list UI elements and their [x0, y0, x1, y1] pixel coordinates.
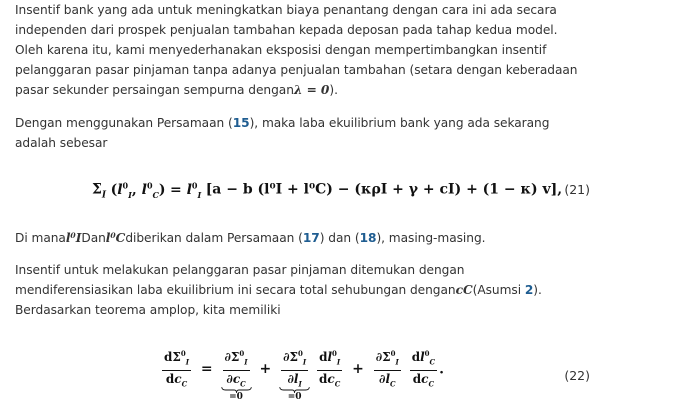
text-fragment: Di mana: [15, 231, 66, 245]
text-line: Berdasarkan teorema amplop, kita memiliki: [15, 303, 281, 317]
text-fragment: pasar sekunder persaingan sempurna dengan: [15, 83, 294, 97]
paragraph-2: [15, 113, 615, 153]
underbrace-term-1: $\frac{\partial\Sigma^0_I}{\partial c_C}$ =0: [221, 346, 252, 393]
assumption-link-2[interactable]: 2: [524, 283, 534, 297]
text-line: Insentif bank yang ada untuk meningkatkan biaya penantang dengan cara ini ada secara: [15, 3, 557, 17]
paragraph-1: [15, 0, 615, 100]
text-fragment: diberikan dalam Persamaan (: [125, 231, 303, 245]
cC-math: cC: [455, 283, 473, 297]
text-line: [15, 228, 615, 248]
underbrace-term-2: $\frac{\partial\Sigma^0_I}{\partial l_I}$ =0: [279, 346, 310, 393]
lambda-math: λ = 0: [293, 83, 330, 97]
text-line: Oleh karena itu, kami menyederhanakan eksposisi dengan mempertimbangkan insentif: [15, 43, 547, 57]
zero-label: =0: [287, 392, 302, 402]
zero-label: =0: [229, 392, 243, 402]
equation-21-rhs: [a − b (l⁰I + l⁰C) − (κρI + γ + cI) + (1 − κ) v],: [205, 181, 563, 198]
text-fragment: ) dan (: [319, 231, 360, 245]
equation-link-17[interactable]: 17: [302, 231, 320, 245]
text-line: [15, 80, 615, 100]
sigma-symbol: Σ: [92, 181, 102, 198]
equation-22-body: $\frac{d\Sigma^0_I}{dc_C}$ = $\frac{\partial\Sigma^0_I}{\partial c_C}$ =0 + $\frac{\partial\Sigma^0_I}{\partial l_I}$ =0 $\frac{dl^0_I}{dc_C}$ + $\frac{\partial\Sigma^0_I}{\partial l_C}$ $\frac{dl^0_C}{dc_C}$ .: [160, 346, 444, 393]
text-line: [15, 280, 615, 300]
fraction-dSigma-dlC: $\frac{\partial\Sigma^0_I}{\partial l_C}$: [374, 346, 401, 393]
text-fragment: mendiferensiasikan laba ekuilibrium ini secara total sehubungan dengan: [15, 283, 456, 297]
fraction-dlC-dcC: $\frac{dl^0_C}{dc_C}$: [410, 346, 437, 393]
text-fragment: ), maka laba ekuilibrium bank yang ada sekarang: [249, 116, 550, 130]
l0C-math: l⁰C: [105, 231, 126, 245]
text-line: Insentif untuk melakukan pelanggaran pasar pinjaman ditemukan dengan: [15, 263, 465, 277]
equation-22-number: (22): [564, 368, 590, 383]
equation-link-15[interactable]: 15: [232, 116, 250, 130]
text-fragment: ).: [533, 283, 542, 297]
equation-21-number: (21): [564, 182, 590, 197]
text-line: adalah sebesar: [15, 136, 108, 150]
text-fragment: ), masing-masing.: [376, 231, 486, 245]
equation-21: [0, 176, 679, 204]
equation-21-body: $\Sigma_I$ ($l^0_I$, $l^0_C) = l^0_I$ [a − b (l⁰I + l⁰C) − (κρI + γ + cI) + (1 − κ) v],: [92, 180, 563, 201]
text-line: independen dari prospek penjualan tambahan kepada deposan pada tahap kedua model.: [15, 23, 558, 37]
equation-22: [0, 344, 679, 414]
text-line: [15, 113, 615, 133]
fraction-dlI-dcC: $\frac{dl^0_I}{dc_C}$: [317, 346, 342, 393]
paragraph-3: [15, 228, 615, 248]
paragraph-4: [15, 260, 615, 320]
text-fragment: Dengan menggunakan Persamaan (: [15, 116, 233, 130]
text-fragment: ).: [329, 83, 338, 97]
text-fragment: (Asumsi: [472, 283, 525, 297]
fraction-dSigma-dcC: $\frac{d\Sigma^0_I}{dc_C}$: [162, 346, 191, 393]
text-line: pelanggaran pasar pinjaman tanpa adanya penjualan tambahan (setara dengan keberadaan: [15, 63, 578, 77]
equation-link-18[interactable]: 18: [359, 231, 377, 245]
l0I-math: l⁰I: [65, 231, 82, 245]
text-fragment: Dan: [81, 231, 106, 245]
